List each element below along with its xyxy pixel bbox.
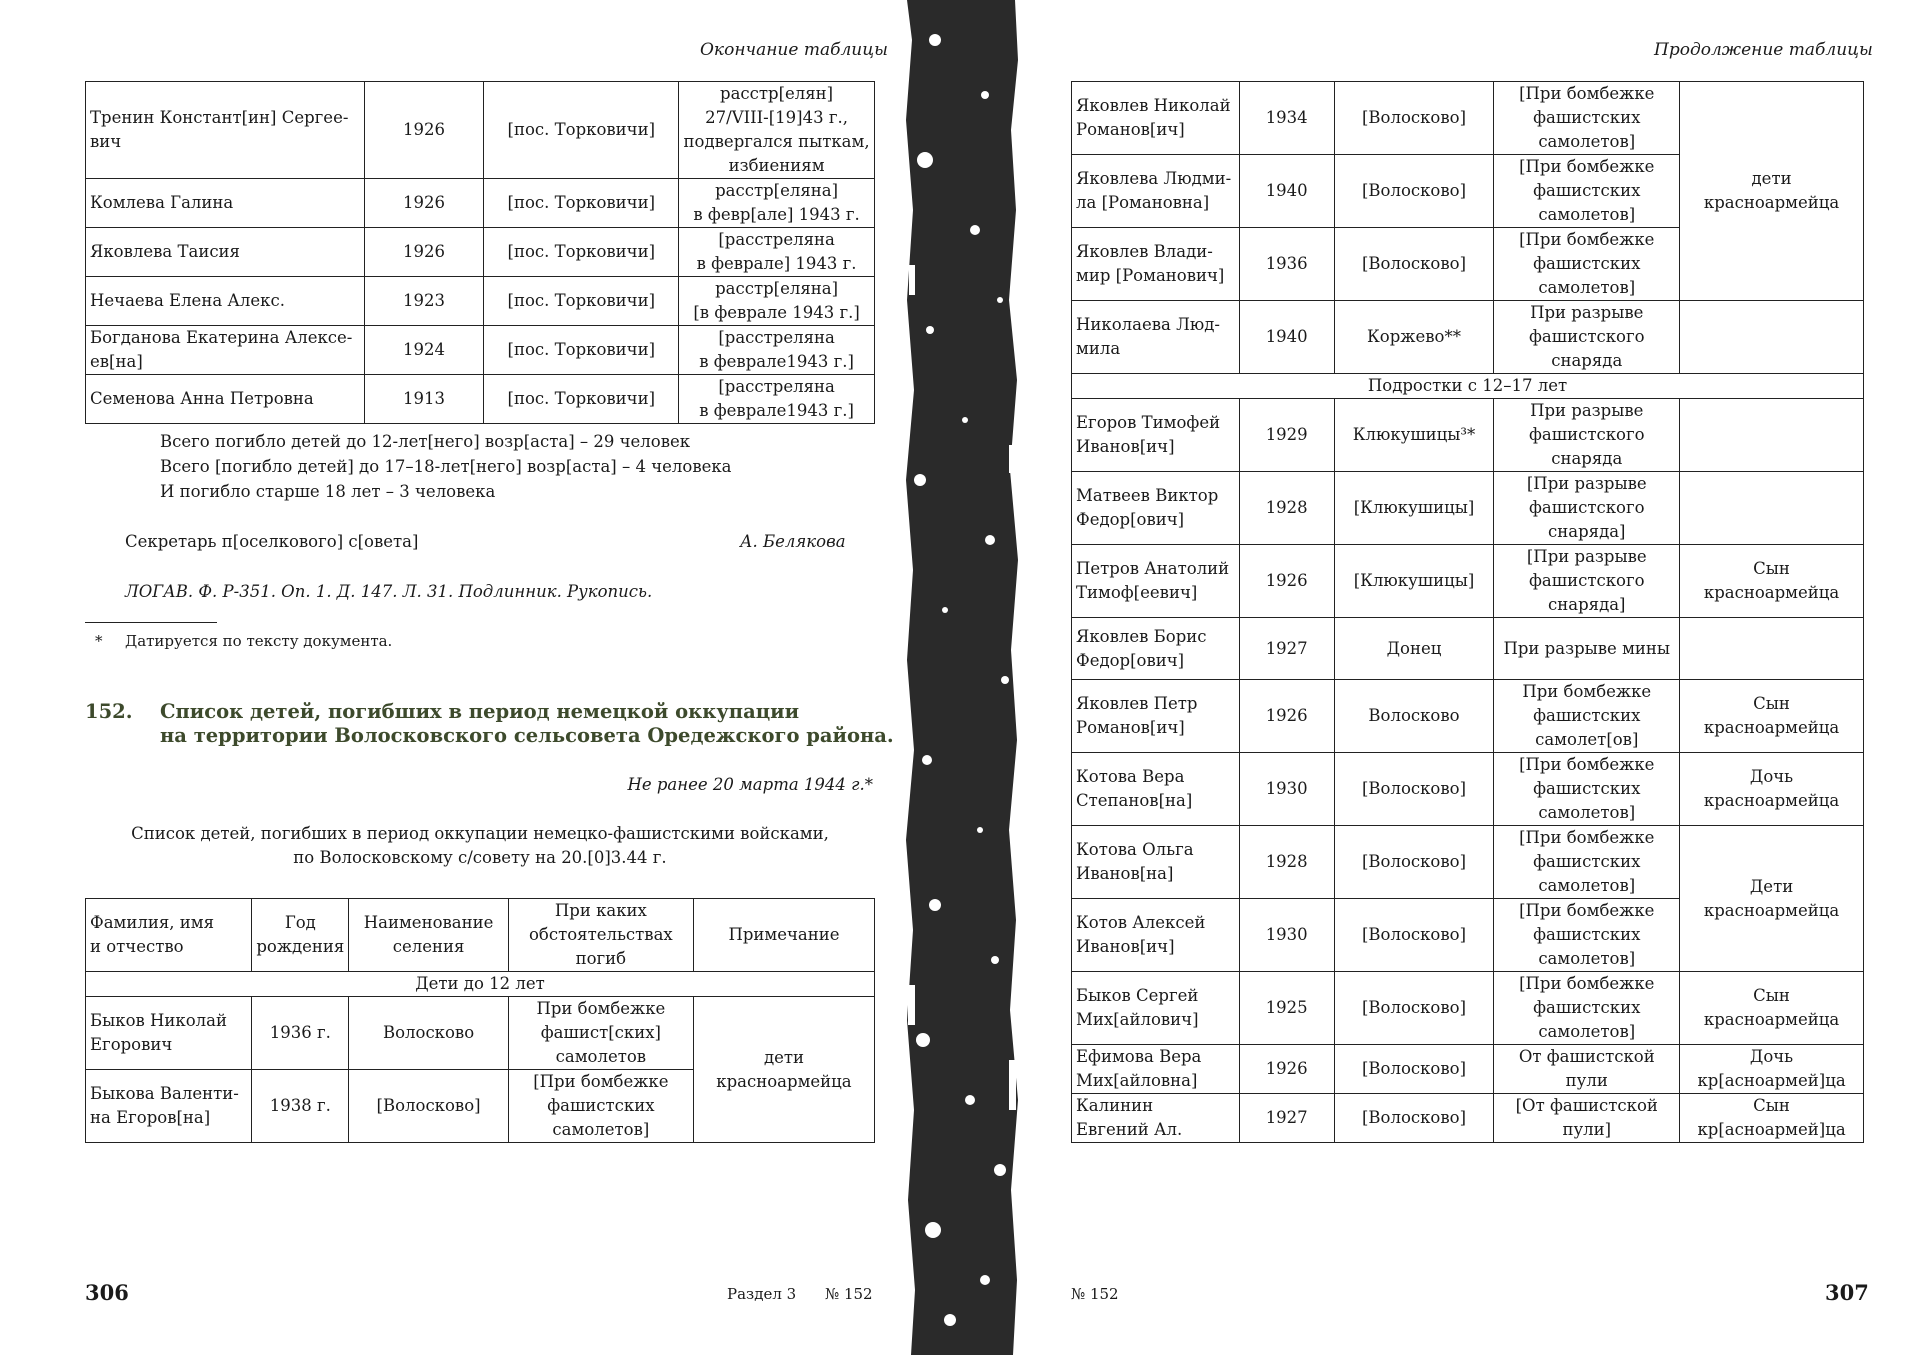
cell-note: Сын красноармейца — [1680, 545, 1864, 618]
cell-name: Яковлев Влади- мир [Романович] — [1072, 228, 1240, 301]
cell-circumstances: [При бомбежке фашистских самолетов] — [1494, 228, 1680, 301]
total-line-1: Всего погибло детей до 12-лет[него] возр[аста] – 29 человек — [160, 432, 691, 451]
table-row — [86, 375, 875, 424]
cell-name: Котов Алексей Иванов[ич] — [1072, 899, 1240, 972]
cell-circumstances: [При разрыве фашистского снаряда] — [1494, 545, 1680, 618]
table-row — [1072, 374, 1864, 399]
table-row — [86, 899, 875, 972]
cell-place: [пос. Торковичи] — [484, 228, 679, 277]
cell-name: Семенова Анна Петровна — [86, 375, 365, 424]
cell-year: 1936 — [1239, 228, 1334, 301]
table-ending — [85, 81, 875, 424]
cell-name: Яковлева Людми- ла [Романовна] — [1072, 155, 1240, 228]
cell-place: [Волосково] — [1334, 1045, 1494, 1094]
cell-year: 1940 — [1239, 301, 1334, 374]
cell-name: Котова Ольга Иванов[на] — [1072, 826, 1240, 899]
cell-name: Богданова Екатерина Алексе- ев[на] — [86, 326, 365, 375]
cell-year: 1927 — [1239, 1094, 1334, 1143]
right-page — [1020, 0, 1920, 1355]
running-head-left: Окончание таблицы — [700, 40, 888, 60]
header-cell: При каких обстоятельствах погиб — [508, 899, 693, 972]
cell-place: [Клюкушицы] — [1334, 472, 1494, 545]
secretary-label: Секретарь п[оселкового] с[овета] — [125, 532, 419, 551]
table-row — [1072, 399, 1864, 472]
table-row — [1072, 680, 1864, 753]
cell-year: 1936 г. — [252, 997, 349, 1070]
cell-circumstances: [От фашистской пули] — [1494, 1094, 1680, 1143]
cell-year: 1930 — [1239, 899, 1334, 972]
table-row — [86, 228, 875, 277]
table-row — [86, 179, 875, 228]
table-row — [1072, 472, 1864, 545]
cell-place: [Клюкушицы] — [1334, 545, 1494, 618]
cell-year: 1938 г. — [252, 1070, 349, 1143]
footer-doc-right: № 152 — [1071, 1285, 1119, 1303]
total-line-2: Всего [погибло детей] до 17–18-лет[него] возр[аста] – 4 человека — [160, 457, 732, 476]
table-row — [1072, 301, 1864, 374]
cell-place: [Волосково] — [1334, 155, 1494, 228]
cell-name: Ефимова Вера Мих[айловна] — [1072, 1045, 1240, 1094]
cell-name: Яковлев Борис Федор[ович] — [1072, 618, 1240, 680]
cell-year: 1926 — [364, 228, 484, 277]
cell-year: 1940 — [1239, 155, 1334, 228]
cell-circumstances: [При бомбежке фашистских самолетов] — [508, 1070, 693, 1143]
cell-name: Николаева Люд- мила — [1072, 301, 1240, 374]
cell-note — [1680, 399, 1864, 472]
cell-note: Сын красноармейца — [1680, 680, 1864, 753]
cell-place: [Волосково] — [1334, 753, 1494, 826]
cell-place: [Волосково] — [349, 1070, 508, 1143]
cell-note: дети красноармейца — [693, 997, 874, 1143]
footnote-mark: * — [95, 632, 103, 650]
cell-name: Тренин Констант[ин] Сергее- вич — [86, 82, 365, 179]
cell-place: [пос. Торковичи] — [484, 179, 679, 228]
header-cell: Примечание — [693, 899, 874, 972]
table-row — [86, 82, 875, 179]
cell-name: Быков Сергей Мих[айлович] — [1072, 972, 1240, 1045]
cell-name: Котова Вера Степанов[на] — [1072, 753, 1240, 826]
footer-section: Раздел 3 — [727, 1285, 797, 1303]
cell-name: Матвеев Виктор Федор[ович] — [1072, 472, 1240, 545]
cell-year: 1930 — [1239, 753, 1334, 826]
cell-place: [пос. Торковичи] — [484, 375, 679, 424]
gutter-spine-texture — [905, 0, 1020, 1355]
cell-place: [пос. Торковичи] — [484, 277, 679, 326]
cell-note: дети красноармейца — [1680, 82, 1864, 301]
footer-doc-left: № 152 — [825, 1285, 873, 1303]
table-row — [1072, 1045, 1864, 1094]
table-row — [1072, 618, 1864, 680]
cell-year: 1929 — [1239, 399, 1334, 472]
cell-circumstances: [расстреляна в феврале1943 г.] — [679, 375, 875, 424]
doc-title-line-2: на территории Волосковского сельсовета Оредежского района. — [160, 724, 894, 747]
doc-date: Не ранее 20 марта 1944 г.* — [627, 775, 873, 794]
cell-year: 1934 — [1239, 82, 1334, 155]
cell-place: [Волосково] — [1334, 899, 1494, 972]
cell-year: 1925 — [1239, 972, 1334, 1045]
cell-name: Нечаева Елена Алекс. — [86, 277, 365, 326]
cell-circumstances: [При бомбежке фашистских самолетов] — [1494, 972, 1680, 1045]
cell-place: Донец — [1334, 618, 1494, 680]
table-row — [1072, 972, 1864, 1045]
cell-year: 1926 — [364, 82, 484, 179]
left-page — [0, 0, 905, 1355]
cell-circumstances: [При бомбежке фашистских самолетов] — [1494, 155, 1680, 228]
doc-number: 152. — [85, 700, 133, 723]
secretary-name: А. Белякова — [740, 532, 846, 551]
header-cell: Фамилия, имя и отчество — [86, 899, 252, 972]
cell-year: 1928 — [1239, 472, 1334, 545]
table-continuation — [1071, 81, 1864, 1143]
cell-place: [пос. Торковичи] — [484, 82, 679, 179]
total-line-3: И погибло старше 18 лет – 3 человека — [160, 482, 496, 501]
cell-place: Коржево** — [1334, 301, 1494, 374]
cell-name: Яковлев Петр Романов[ич] — [1072, 680, 1240, 753]
table-children-list — [85, 898, 875, 1143]
cell-year: 1926 — [1239, 1045, 1334, 1094]
cell-place: Волосково — [349, 997, 508, 1070]
table-row — [1072, 753, 1864, 826]
doc-title-line-1: Список детей, погибших в период немецкой оккупации — [160, 700, 800, 723]
cell-circumstances: [расстреляна в феврале] 1943 г. — [679, 228, 875, 277]
cell-note: Дети красноармейца — [1680, 826, 1864, 972]
cell-place: [Волосково] — [1334, 1094, 1494, 1143]
running-head-right: Продолжение таблицы — [1654, 40, 1873, 60]
cell-circumstances: При разрыве мины — [1494, 618, 1680, 680]
cell-note: Сын красноармейца — [1680, 972, 1864, 1045]
cell-circumstances: [При бомбежке фашистских самолетов] — [1494, 82, 1680, 155]
cell-place: Волосково — [1334, 680, 1494, 753]
cell-year: 1926 — [364, 179, 484, 228]
cell-circumstances: При бомбежке фашист[ских] самолетов — [508, 997, 693, 1070]
table-row — [1072, 82, 1864, 155]
table-row — [1072, 826, 1864, 899]
cell-name: Калинин Евгений Ал. — [1072, 1094, 1240, 1143]
cell-place: [Волосково] — [1334, 972, 1494, 1045]
cell-year: 1926 — [1239, 680, 1334, 753]
cell-year: 1924 — [364, 326, 484, 375]
header-cell: Год рождения — [252, 899, 349, 972]
cell-place: [пос. Торковичи] — [484, 326, 679, 375]
cell-year: 1928 — [1239, 826, 1334, 899]
cell-name: Яковлева Таисия — [86, 228, 365, 277]
page-number-right: 307 — [1825, 1280, 1869, 1305]
list-title-line-2: по Волосковскому с/совету на 20.[0]3.44 г. — [293, 848, 667, 867]
table-row — [1072, 1094, 1864, 1143]
table-row — [86, 997, 875, 1070]
cell-note — [1680, 472, 1864, 545]
table-row — [86, 326, 875, 375]
cell-place: [Волосково] — [1334, 826, 1494, 899]
cell-name: Петров Анатолий Тимоф[еевич] — [1072, 545, 1240, 618]
cell-place: Клюкушицы³* — [1334, 399, 1494, 472]
cell-note: Дочь красноармейца — [1680, 753, 1864, 826]
table-row — [86, 277, 875, 326]
cell-circumstances: От фашистской пули — [1494, 1045, 1680, 1094]
cell-circumstances: При разрыве фашистского снаряда — [1494, 399, 1680, 472]
cell-note — [1680, 618, 1864, 680]
cell-circumstances: [При разрыве фашистского снаряда] — [1494, 472, 1680, 545]
footnote-rule — [85, 622, 217, 623]
cell-year: 1926 — [1239, 545, 1334, 618]
cell-circumstances: [расстреляна в феврале1943 г.] — [679, 326, 875, 375]
cell-place: [Волосково] — [1334, 228, 1494, 301]
cell-year: 1923 — [364, 277, 484, 326]
cell-circumstances: При бомбежке фашистских самолет[ов] — [1494, 680, 1680, 753]
cell-circumstances: [При бомбежке фашистских самолетов] — [1494, 826, 1680, 899]
cell-name: Быков Николай Егорович — [86, 997, 252, 1070]
cell-circumstances: При разрыве фашистского снаряда — [1494, 301, 1680, 374]
cell-name: Быкова Валенти- на Егоров[на] — [86, 1070, 252, 1143]
cell-circumstances: расстр[еляна] в февр[але] 1943 г. — [679, 179, 875, 228]
header-cell: Наименование селения — [349, 899, 508, 972]
cell-circumstances: расстр[елян] 27/VIII-[19]43 г., подвергался пыткам, избиениям — [679, 82, 875, 179]
cell-year: 1913 — [364, 375, 484, 424]
cell-note: Сын кр[асноармей]ца — [1680, 1094, 1864, 1143]
table-row — [1072, 545, 1864, 618]
section-row-label: Подростки с 12–17 лет — [1072, 374, 1864, 399]
cell-place: [Волосково] — [1334, 82, 1494, 155]
cell-year: 1927 — [1239, 618, 1334, 680]
cell-circumstances: [При бомбежке фашистских самолетов] — [1494, 753, 1680, 826]
page-number-left: 306 — [85, 1280, 129, 1305]
footnote-text: Датируется по тексту документа. — [125, 632, 393, 650]
cell-circumstances: [При бомбежке фашистских самолетов] — [1494, 899, 1680, 972]
cell-note — [1680, 301, 1864, 374]
section-row-label: Дети до 12 лет — [86, 972, 875, 997]
cell-name: Комлева Галина — [86, 179, 365, 228]
table-row — [86, 972, 875, 997]
cell-name: Яковлев Николай Романов[ич] — [1072, 82, 1240, 155]
archive-reference: ЛОГАВ. Ф. Р-351. Оп. 1. Д. 147. Л. 31. Подлинник. Рукопись. — [125, 582, 653, 601]
cell-name: Егоров Тимофей Иванов[ич] — [1072, 399, 1240, 472]
cell-note: Дочь кр[асноармей]ца — [1680, 1045, 1864, 1094]
list-title-line-1: Список детей, погибших в период оккупации немецко-фашистскими войсками, — [131, 824, 829, 843]
cell-circumstances: расстр[еляна] [в феврале 1943 г.] — [679, 277, 875, 326]
